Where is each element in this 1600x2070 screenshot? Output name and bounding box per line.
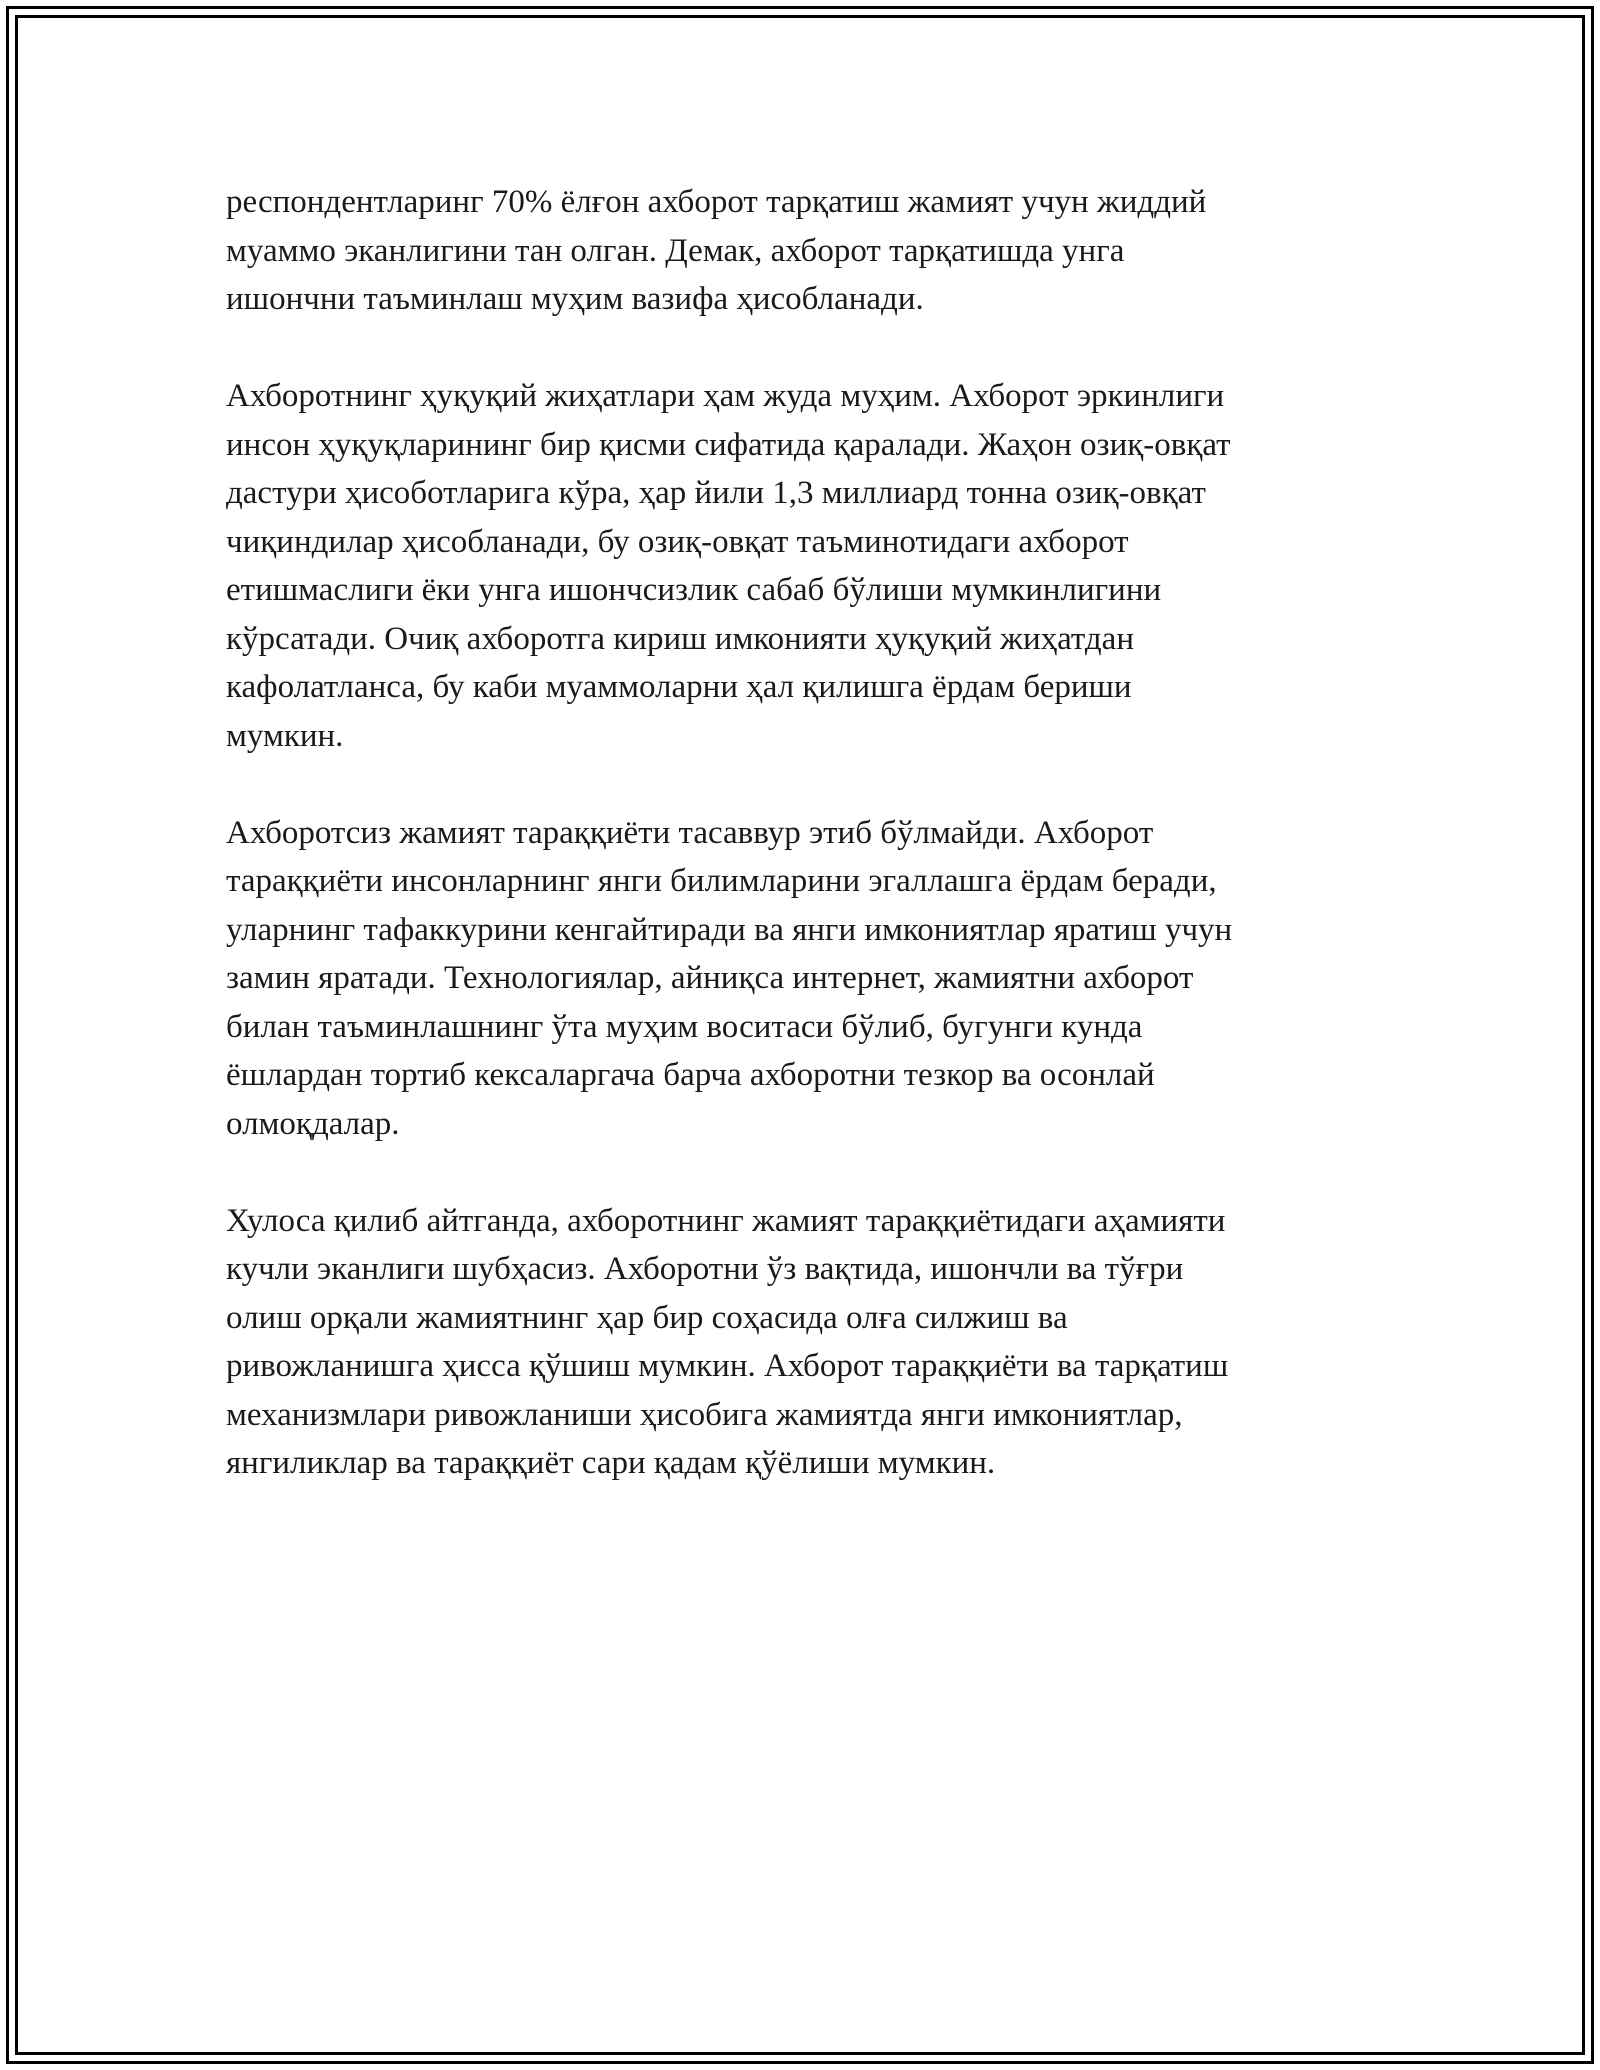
text-line: мумкин.	[226, 717, 344, 754]
paragraph-4	[226, 1197, 1376, 1488]
text-line: муаммо эканлигини тан олган. Демак, ахборот тарқатишда унга	[226, 232, 1125, 269]
text-line: билан таъминлашнинг ўта муҳим воситаси бўлиб, бугунги кунда	[226, 1008, 1143, 1045]
text-line: чиқиндилар ҳисобланади, бу озиқ-овқат таъминотидаги ахборот	[226, 523, 1129, 560]
text-line: тараққиёти инсонларнинг янги билимларини эгаллашга ёрдам беради,	[226, 863, 1217, 899]
paragraph-2	[226, 372, 1376, 760]
text-line: ишончни таъминлаш муҳим вазифа ҳисобланади.	[226, 281, 924, 317]
text-line: уларнинг тафаккурини кенгайтиради ва янги имкониятлар яратиш учун	[226, 911, 1233, 948]
text-line: кучли эканлиги шубҳасиз. Ахборотни ўз вақтида, ишончли ва тўғри	[226, 1251, 1184, 1287]
text-line: кафолатланса, бу каби муаммоларни ҳал қилишга ёрдам бериши	[226, 669, 1132, 705]
paragraph-3	[226, 809, 1376, 1149]
document-body	[226, 178, 1376, 1536]
text-line: респондентларинг 70% ёлғон ахборот тарқатиш жамият учун жиддий	[226, 184, 1207, 220]
text-line: Хулоса қилиб айтганда, ахборотнинг жамият тараққиётидаги аҳамияти	[226, 1202, 1226, 1239]
text-line: инсон ҳуқуқларининг бир қисми сифатида қаралади. Жаҳон озиқ-овқат	[226, 426, 1231, 463]
text-line: замин яратади. Технологиялар, айниқса интернет, жамиятни ахборот	[226, 960, 1194, 996]
text-line: ёшлардан тортиб кексаларгача барча ахборотни тезкор ва осонлай	[226, 1057, 1155, 1093]
text-line: Ахборотнинг ҳуқуқий жиҳатлари ҳам жуда муҳим. Ахборот эркинлиги	[226, 378, 1225, 414]
text-line: кўрсатади. Очиқ ахборотга кириш имконияти ҳуқуқий жиҳатдан	[226, 620, 1134, 657]
text-line: Ахборотсиз жамият тараққиёти тасаввур этиб бўлмайди. Ахборот	[226, 814, 1154, 851]
text-line: ривожланишга ҳисса қўшиш мумкин. Ахборот тараққиёти ва тарқатиш	[226, 1348, 1229, 1384]
text-line: янгиликлар ва тараққиёт сари қадам қўёлиши мумкин.	[226, 1445, 996, 1481]
paragraph-1	[226, 178, 1376, 324]
text-line: олмоқдалар.	[226, 1105, 400, 1142]
text-line: олиш орқали жамиятнинг ҳар бир соҳасида олға силжиш ва	[226, 1299, 1068, 1336]
text-line: етишмаслиги ёки унга ишончсизлик сабаб бўлиши мумкинлигини	[226, 572, 1162, 608]
text-line: механизмлари ривожланиши ҳисобига жамиятда янги имкониятлар,	[226, 1396, 1183, 1433]
text-line: дастури ҳисоботларига кўра, ҳар йили 1,3 миллиард тонна озиқ-овқат	[226, 475, 1206, 511]
